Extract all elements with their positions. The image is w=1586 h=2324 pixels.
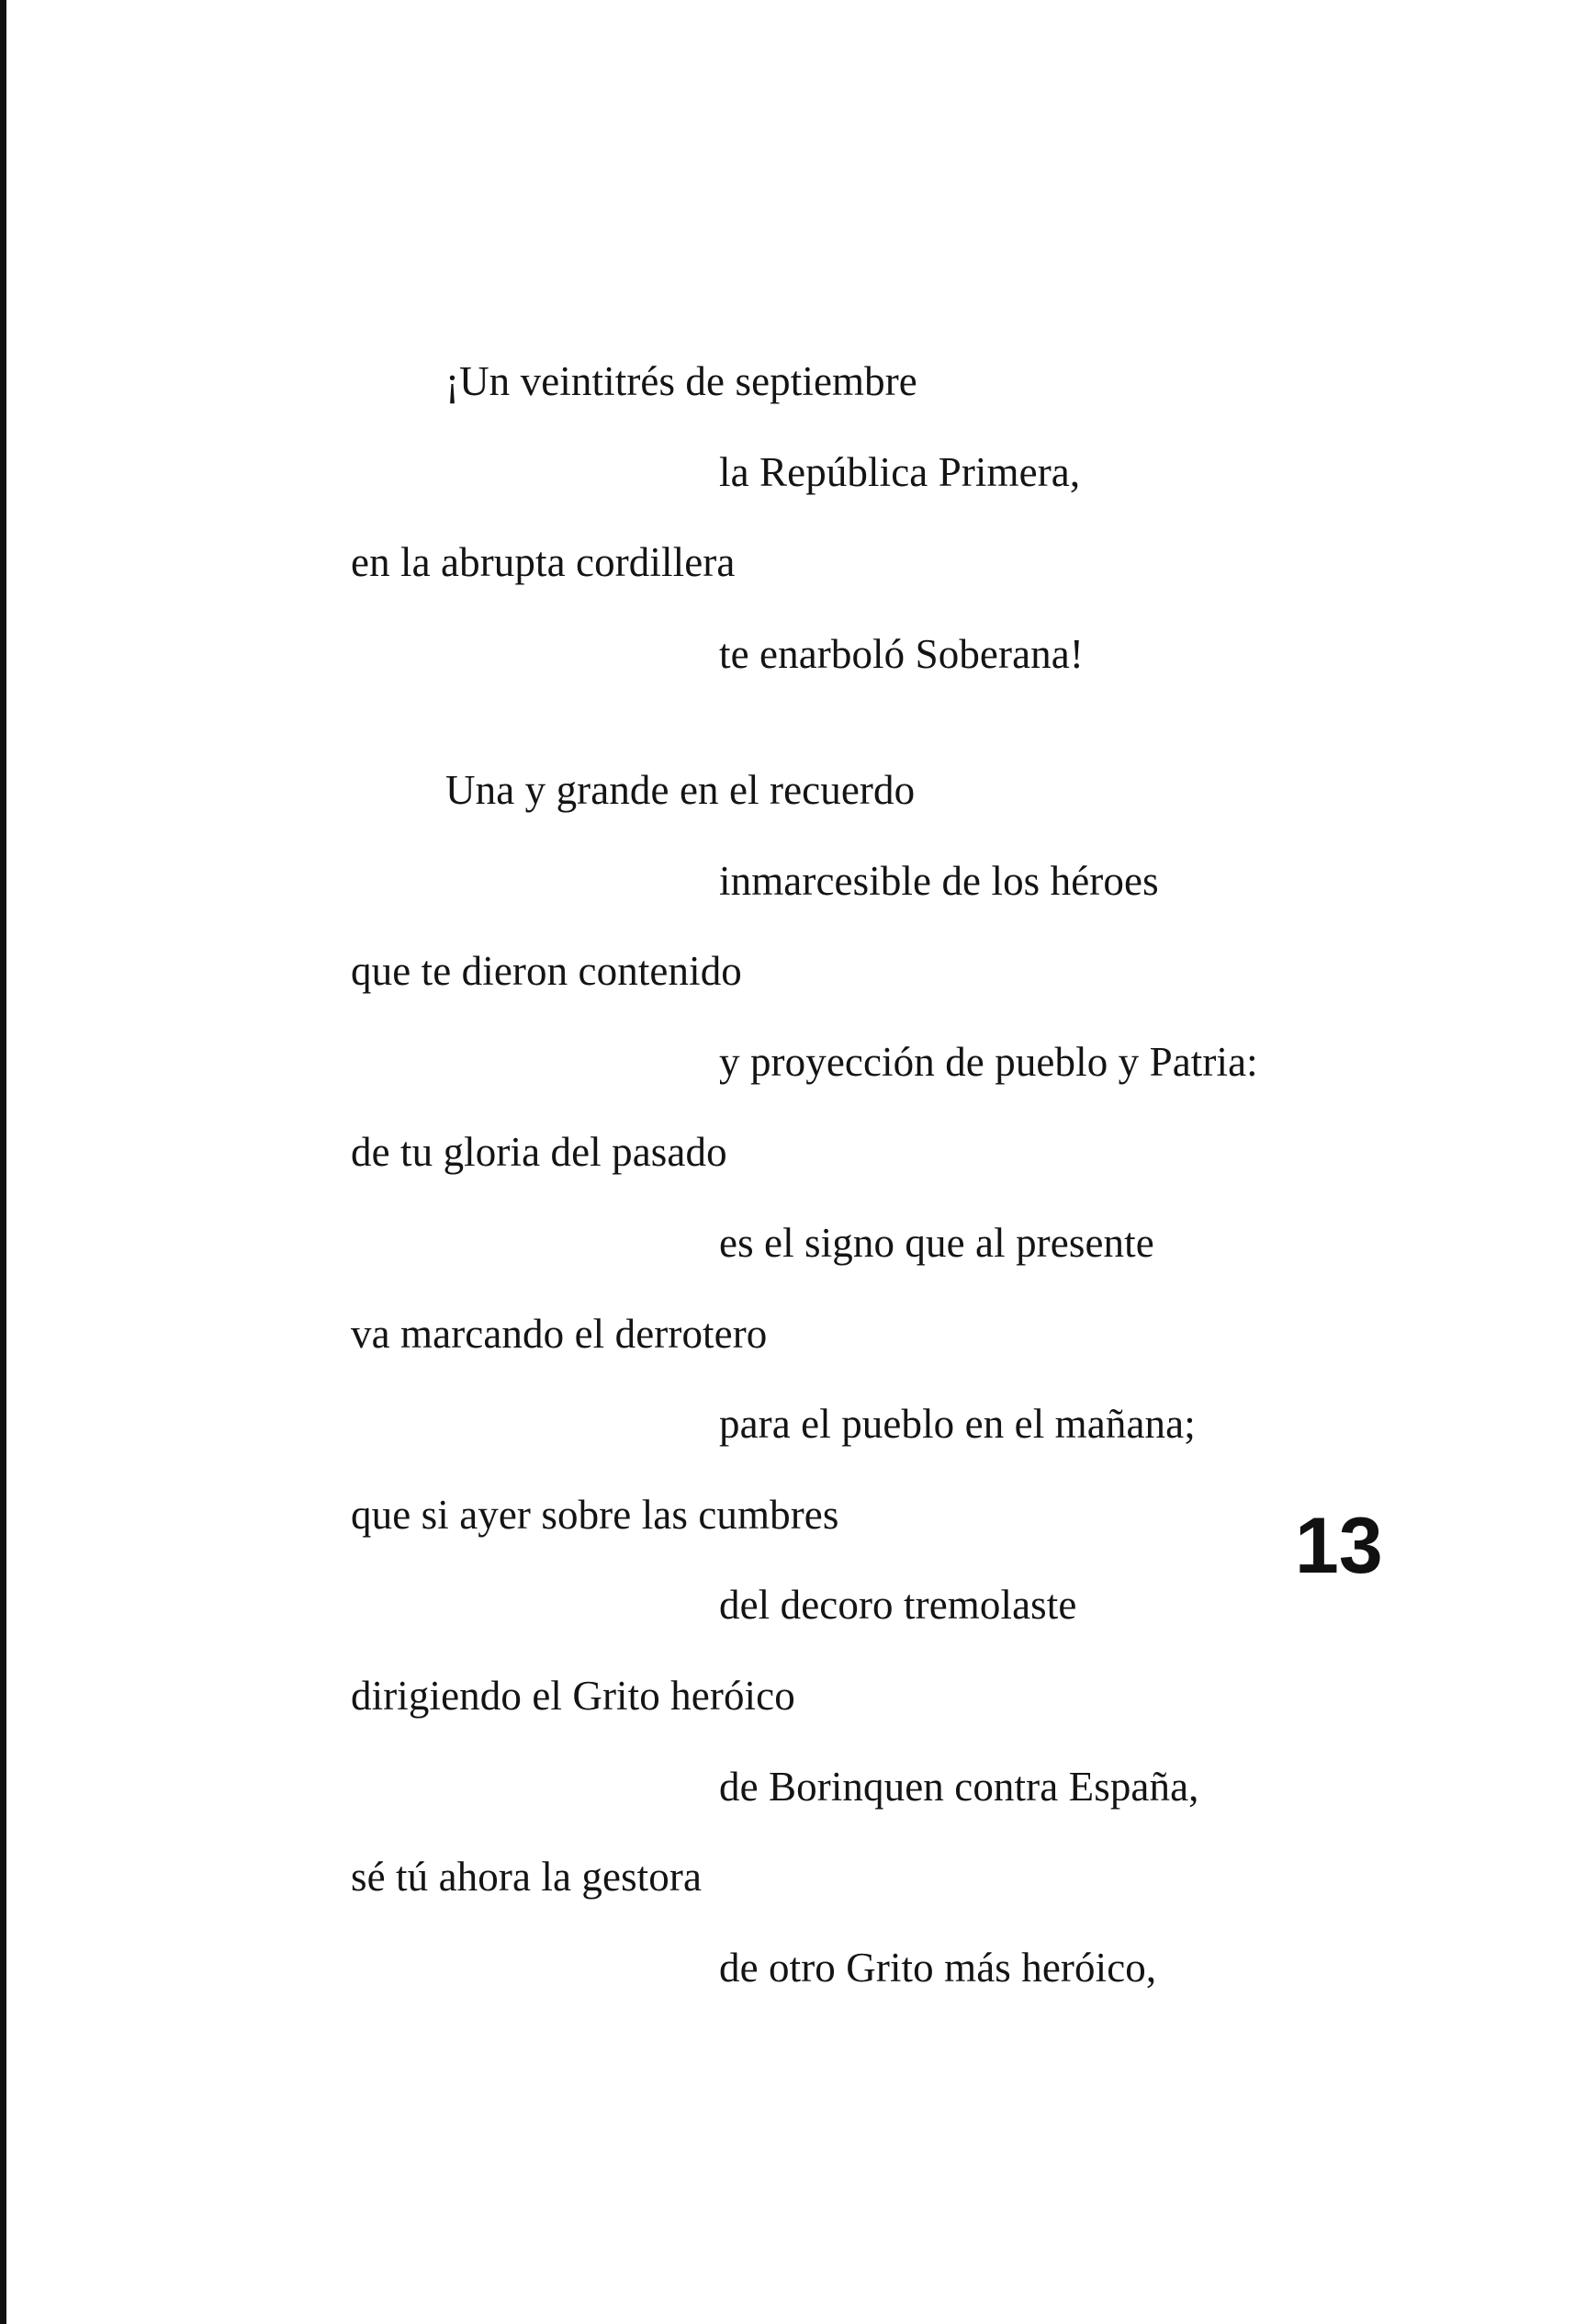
poem-line: de Borinquen contra España, [719, 1764, 1199, 1810]
poem-line: que si ayer sobre las cumbres [351, 1492, 839, 1538]
poem-line: y proyección de pueblo y Patria: [719, 1039, 1258, 1085]
page-number: 13 [1295, 1502, 1383, 1590]
poem-line: es el signo que al presente [719, 1220, 1154, 1266]
poem-line: inmarcesible de los héroes [719, 858, 1159, 904]
poem-line: te enarboló Soberana! [719, 631, 1084, 677]
poem-line: ¡Un veintitrés de septiembre [445, 358, 917, 404]
poem-line: que te dieron contenido [351, 948, 742, 994]
poem-line: Una y grande en el recuerdo [445, 767, 916, 813]
poem-line: en la abrupta cordillera [351, 539, 736, 585]
poem-line: de otro Grito más heróico, [719, 1945, 1157, 1991]
poem-line: va marcando el derrotero [351, 1311, 768, 1357]
poem-line: para el pueblo en el mañana; [719, 1401, 1196, 1447]
poem-line: dirigiendo el Grito heróico [351, 1673, 795, 1719]
poem-line: del decoro tremolaste [719, 1582, 1077, 1628]
poem-line: la República Primera, [719, 449, 1081, 495]
poem-line: de tu gloria del pasado [351, 1129, 727, 1175]
poem-line: sé tú ahora la gestora [351, 1854, 703, 1900]
